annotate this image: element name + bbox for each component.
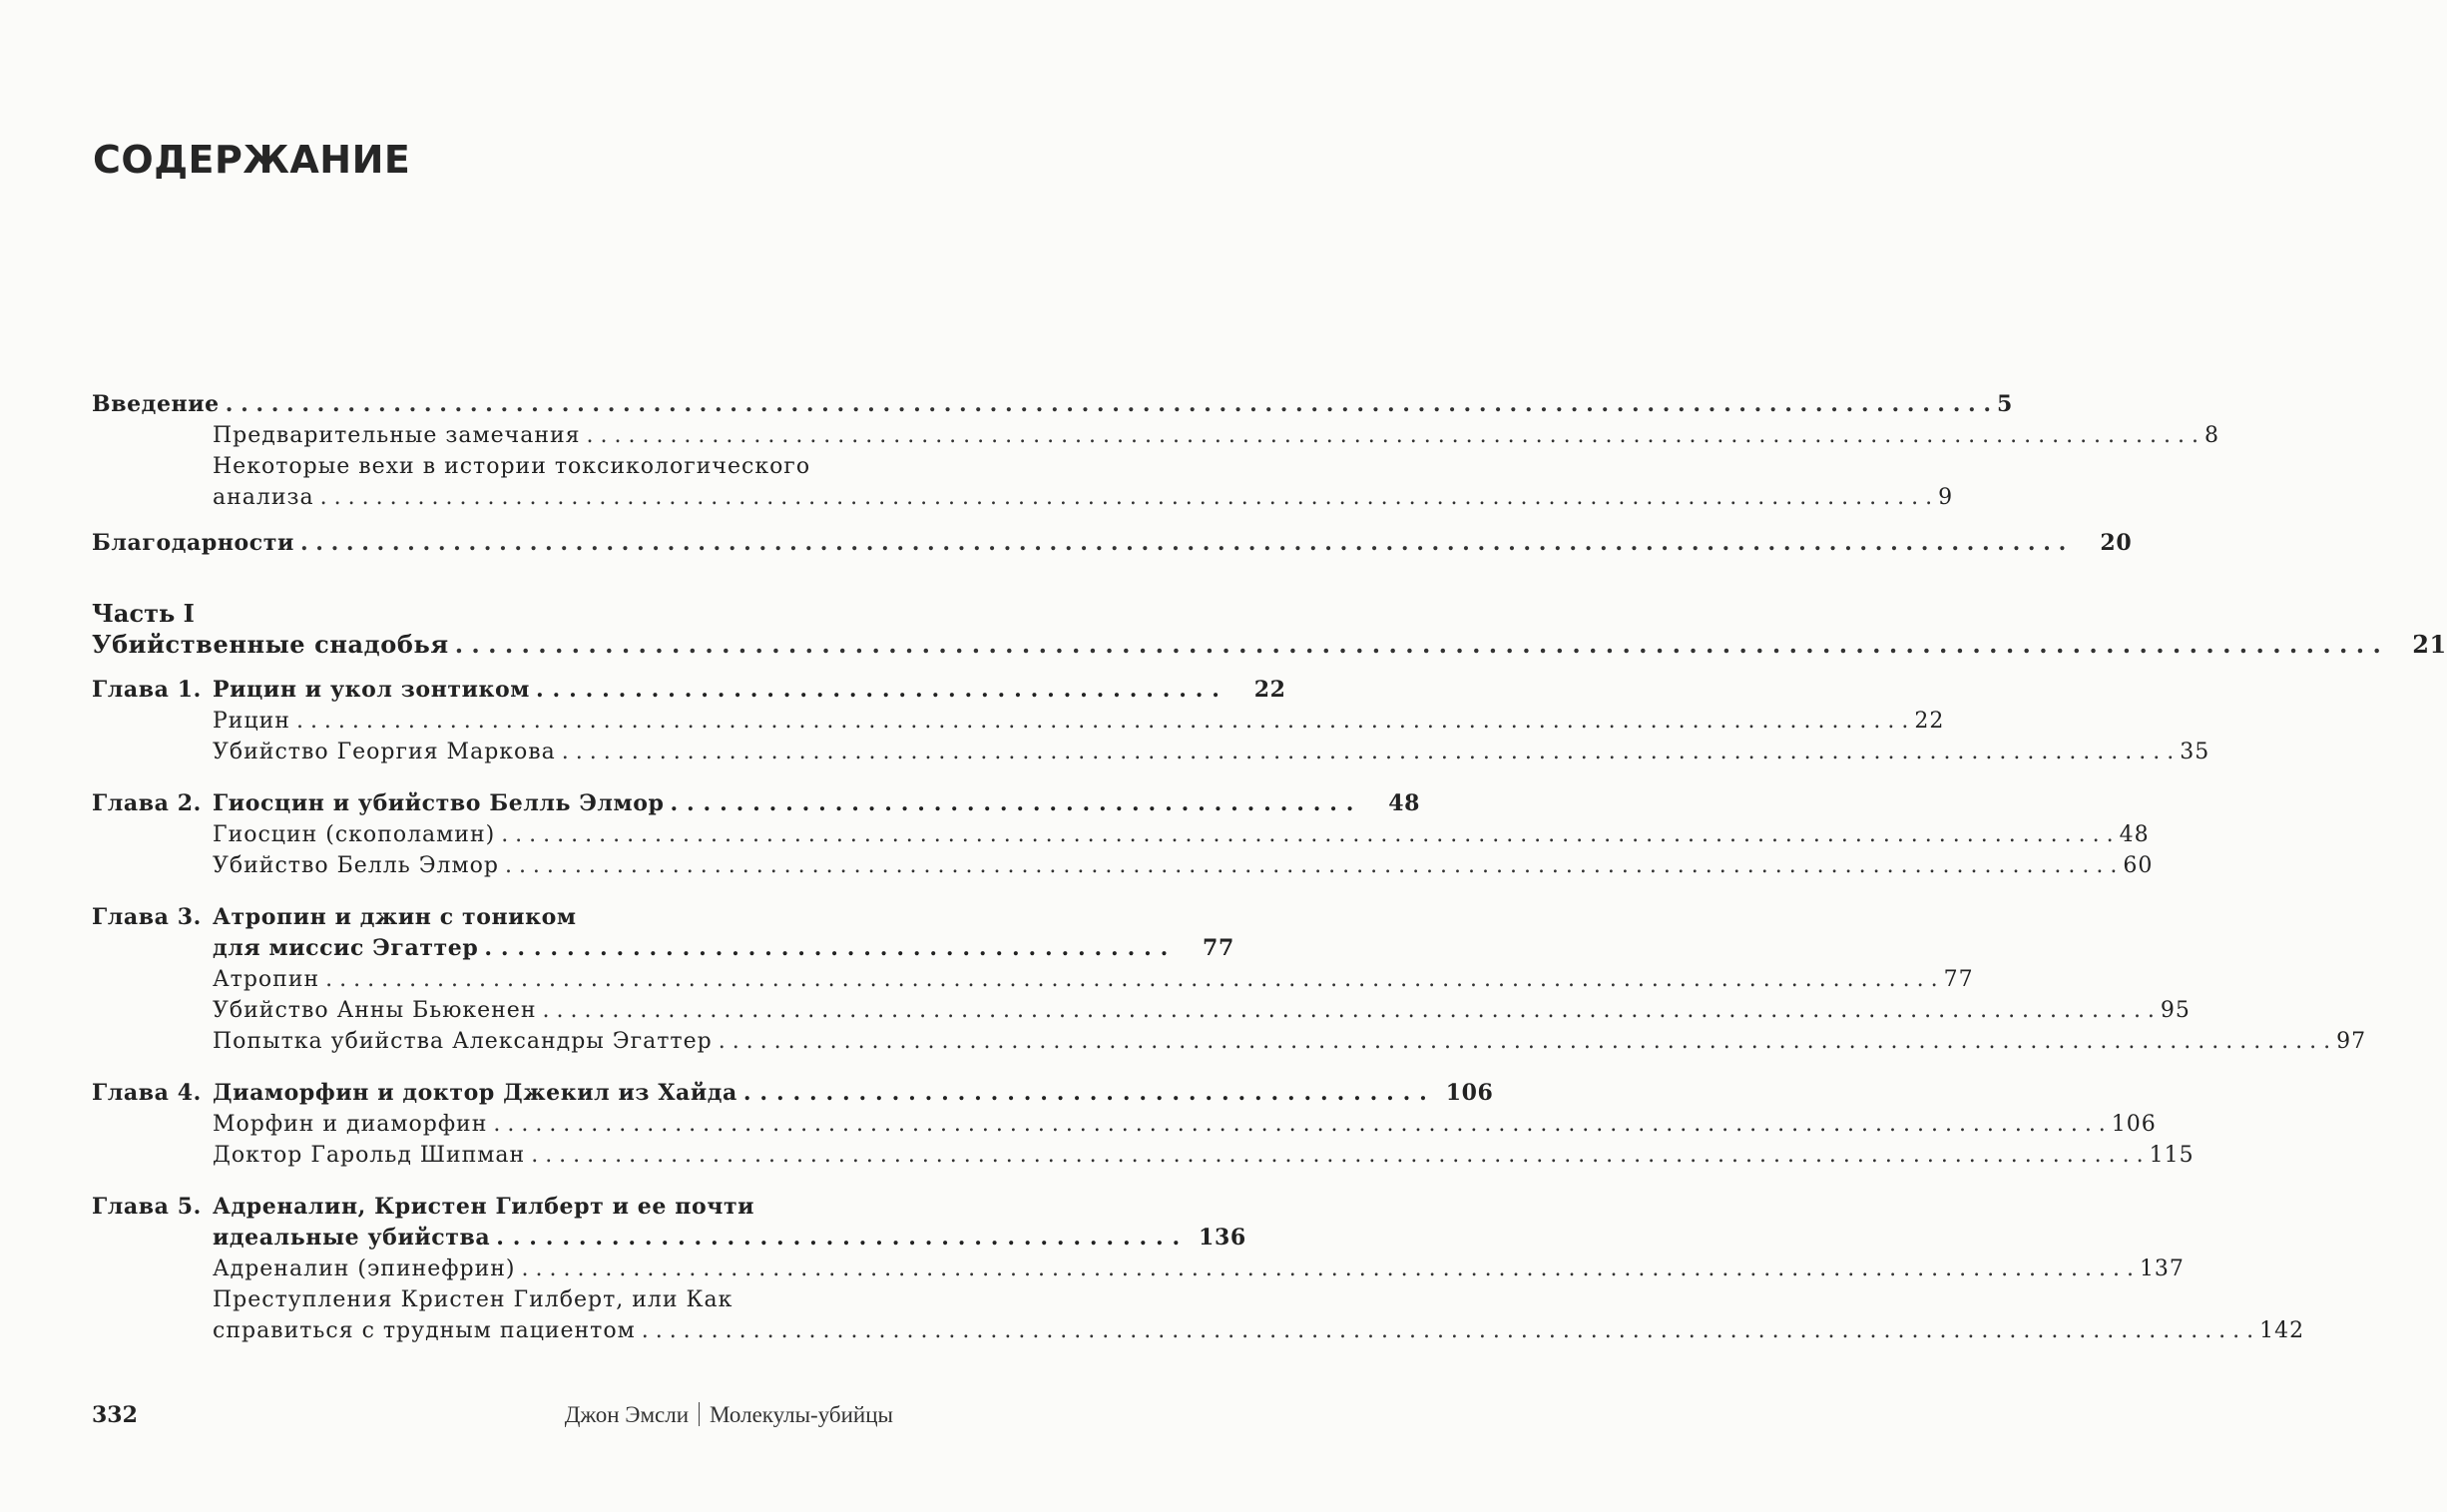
chapter-title: Рицин и укол зонтиком (213, 677, 531, 703)
toc-chapter-5[interactable] (92, 1192, 893, 1223)
toc-page-number: 9 (1938, 485, 1954, 510)
dot-leader: . . . . . . . . . . . . . . . . . . . . . . . . . . . . . . . . . . . . . . . . . . (536, 677, 1221, 703)
toc-subentry-title[interactable]: Преступления Кристен Гилберт, или Как (213, 1287, 734, 1312)
toc-page-number: 136 (1199, 1225, 1246, 1251)
toc-subentry-title: Убийство Георгия Маркова (213, 740, 556, 764)
toc-subentry-title: Убийство Анны Бьюкенен (213, 998, 537, 1023)
page-title: СОДЕРЖАНИЕ (93, 138, 411, 182)
dot-leader: . . . . . . . . . . . . . . . . . . . . . . . . . . . . . . . . . . . . . . . . . . (496, 1225, 1181, 1251)
dot-leader (587, 420, 2199, 451)
toc-page-number: 48 (1388, 790, 1421, 816)
toc-subentry[interactable] (92, 1254, 2185, 1284)
footer-book-title: Молекулы-убийцы (710, 1402, 893, 1427)
toc-subentry[interactable] (92, 706, 1945, 737)
running-header (565, 1402, 893, 1428)
toc-subentry[interactable] (92, 850, 2154, 881)
toc-entry-title: Введение (92, 391, 220, 417)
dot-leader (320, 482, 1932, 513)
chapter-title-line: Адреналин, Кристен Гилберт и ее почти (213, 1194, 755, 1220)
toc-entry-intro[interactable] (92, 389, 2013, 420)
dot-leader (300, 528, 2066, 559)
chapter-number: Глава 1. (92, 677, 202, 703)
dot-leader (455, 629, 2381, 660)
dot-leader (562, 737, 2174, 767)
toc-subentry-title: Атропин (213, 967, 320, 992)
chapter-number: Глава 3. (92, 904, 202, 930)
toc-page-number: 21 (2412, 630, 2447, 659)
toc-entry-title: Благодарности (92, 530, 294, 556)
dot-leader: . . . . . . . . . . . . . . . . . . . . . . . . . . . . . . . . . . . . . . . . . . (742, 1080, 1428, 1106)
chapter-title: Диаморфин и доктор Джекил из Хайда (213, 1080, 737, 1106)
toc-page-number: 106 (2111, 1112, 2157, 1137)
toc-page-number: 95 (2160, 998, 2191, 1023)
dot-leader: . . . . . . . . . . . . . . . . . . . . . . . . . . . . . . . . . . . . . . . . . . (484, 935, 1169, 961)
dot-leader (531, 1140, 2143, 1171)
footer-page-number: 332 (92, 1402, 138, 1428)
toc-page-number: 106 (1445, 1080, 1494, 1106)
toc-chapter-1[interactable] (92, 675, 1286, 706)
toc-subentry-title: Рицин (213, 709, 290, 734)
dot-leader (543, 995, 2155, 1026)
chapter-title-line: идеальные убийства (213, 1225, 491, 1251)
dot-leader: . . . . . . . . . . . . . . . . . . . . . . . . . . . . . . . . . . . . . . . . . . (670, 790, 1355, 816)
toc-page-number: 8 (2203, 423, 2219, 448)
dot-leader (325, 964, 1937, 995)
page-footer (92, 1402, 893, 1428)
dot-leader (522, 1254, 2134, 1284)
toc-subentry[interactable] (92, 995, 2191, 1026)
chapter-title: Гиосцин и убийство Белль Элмор (213, 790, 665, 816)
toc-subentry-title[interactable]: Некоторые вехи в истории токсикологического (213, 454, 811, 479)
toc-chapter-4[interactable] (92, 1078, 1494, 1109)
toc-chapter-2[interactable] (92, 788, 1421, 819)
toc-chapter-5-cont[interactable] (92, 1223, 1246, 1254)
chapter-title-line: Атропин и джин с тоником (213, 904, 577, 930)
part-title: Убийственные снадобья (92, 630, 449, 659)
toc-page-number: 115 (2149, 1143, 2195, 1168)
chapter-number: Глава 4. (92, 1080, 202, 1106)
toc-subentry-title: Доктор Гарольд Шипман (213, 1143, 526, 1168)
dot-leader (501, 819, 2113, 850)
toc-subentry-title: анализа (213, 485, 314, 510)
toc-page-number: 22 (1253, 677, 1286, 703)
dot-leader (642, 1315, 2253, 1346)
toc-subentry-title: Гиосцин (скополамин) (213, 822, 496, 847)
toc-subentry[interactable] (92, 482, 1954, 513)
toc-page-number: 48 (2119, 822, 2150, 847)
chapter-title-line: для миссис Эгаттер (213, 935, 479, 961)
divider (699, 1402, 700, 1426)
toc-page-number: 35 (2180, 740, 2210, 764)
toc-chapter-3[interactable] (92, 902, 893, 933)
toc-page-number: 142 (2259, 1318, 2305, 1343)
toc-subentry-title: Убийство Белль Элмор (213, 853, 499, 878)
dot-leader (226, 389, 1991, 420)
toc-subentry[interactable] (92, 1140, 2195, 1171)
dot-leader (296, 706, 1908, 737)
toc-page-number: 97 (2336, 1029, 2367, 1054)
toc-page-number: 77 (1943, 967, 1974, 992)
chapter-number: Глава 2. (92, 790, 202, 816)
toc-subentry-title: Морфин и диаморфин (213, 1112, 488, 1137)
toc-subentry[interactable] (92, 1026, 2367, 1057)
toc-entry-part[interactable] (92, 629, 2447, 660)
toc-subentry[interactable] (92, 964, 1974, 995)
toc-subentry-title: Предварительные замечания (213, 423, 581, 448)
dot-leader (719, 1026, 2330, 1057)
toc-page-number: 22 (1914, 709, 1945, 734)
toc-page-number: 77 (1203, 935, 1234, 961)
toc-subentry[interactable] (92, 1315, 2305, 1346)
toc-entry-acknowledgements[interactable] (92, 528, 2133, 559)
dot-leader (493, 1109, 2105, 1140)
toc-subentry[interactable] (92, 1109, 2157, 1140)
toc-subentry[interactable] (92, 420, 2219, 451)
table-of-contents (92, 389, 2447, 1346)
toc-subentry[interactable] (92, 737, 2210, 767)
footer-author: Джон Эмсли (564, 1402, 690, 1427)
toc-page-number: 137 (2139, 1257, 2185, 1281)
toc-page-number: 5 (1997, 391, 2013, 417)
toc-subentry[interactable] (92, 819, 2150, 850)
part-label: Часть I (92, 599, 195, 628)
toc-page-number: 60 (2123, 853, 2154, 878)
dot-leader (505, 850, 2117, 881)
toc-chapter-3-cont[interactable] (92, 933, 1234, 964)
chapter-number: Глава 5. (92, 1194, 202, 1220)
toc-subentry-title: справиться с трудным пациентом (213, 1318, 636, 1343)
toc-page-number: 20 (2100, 530, 2133, 556)
toc-subentry-title: Попытка убийства Александры Эгаттер (213, 1029, 713, 1054)
toc-subentry-title: Адреналин (эпинефрин) (213, 1257, 516, 1281)
